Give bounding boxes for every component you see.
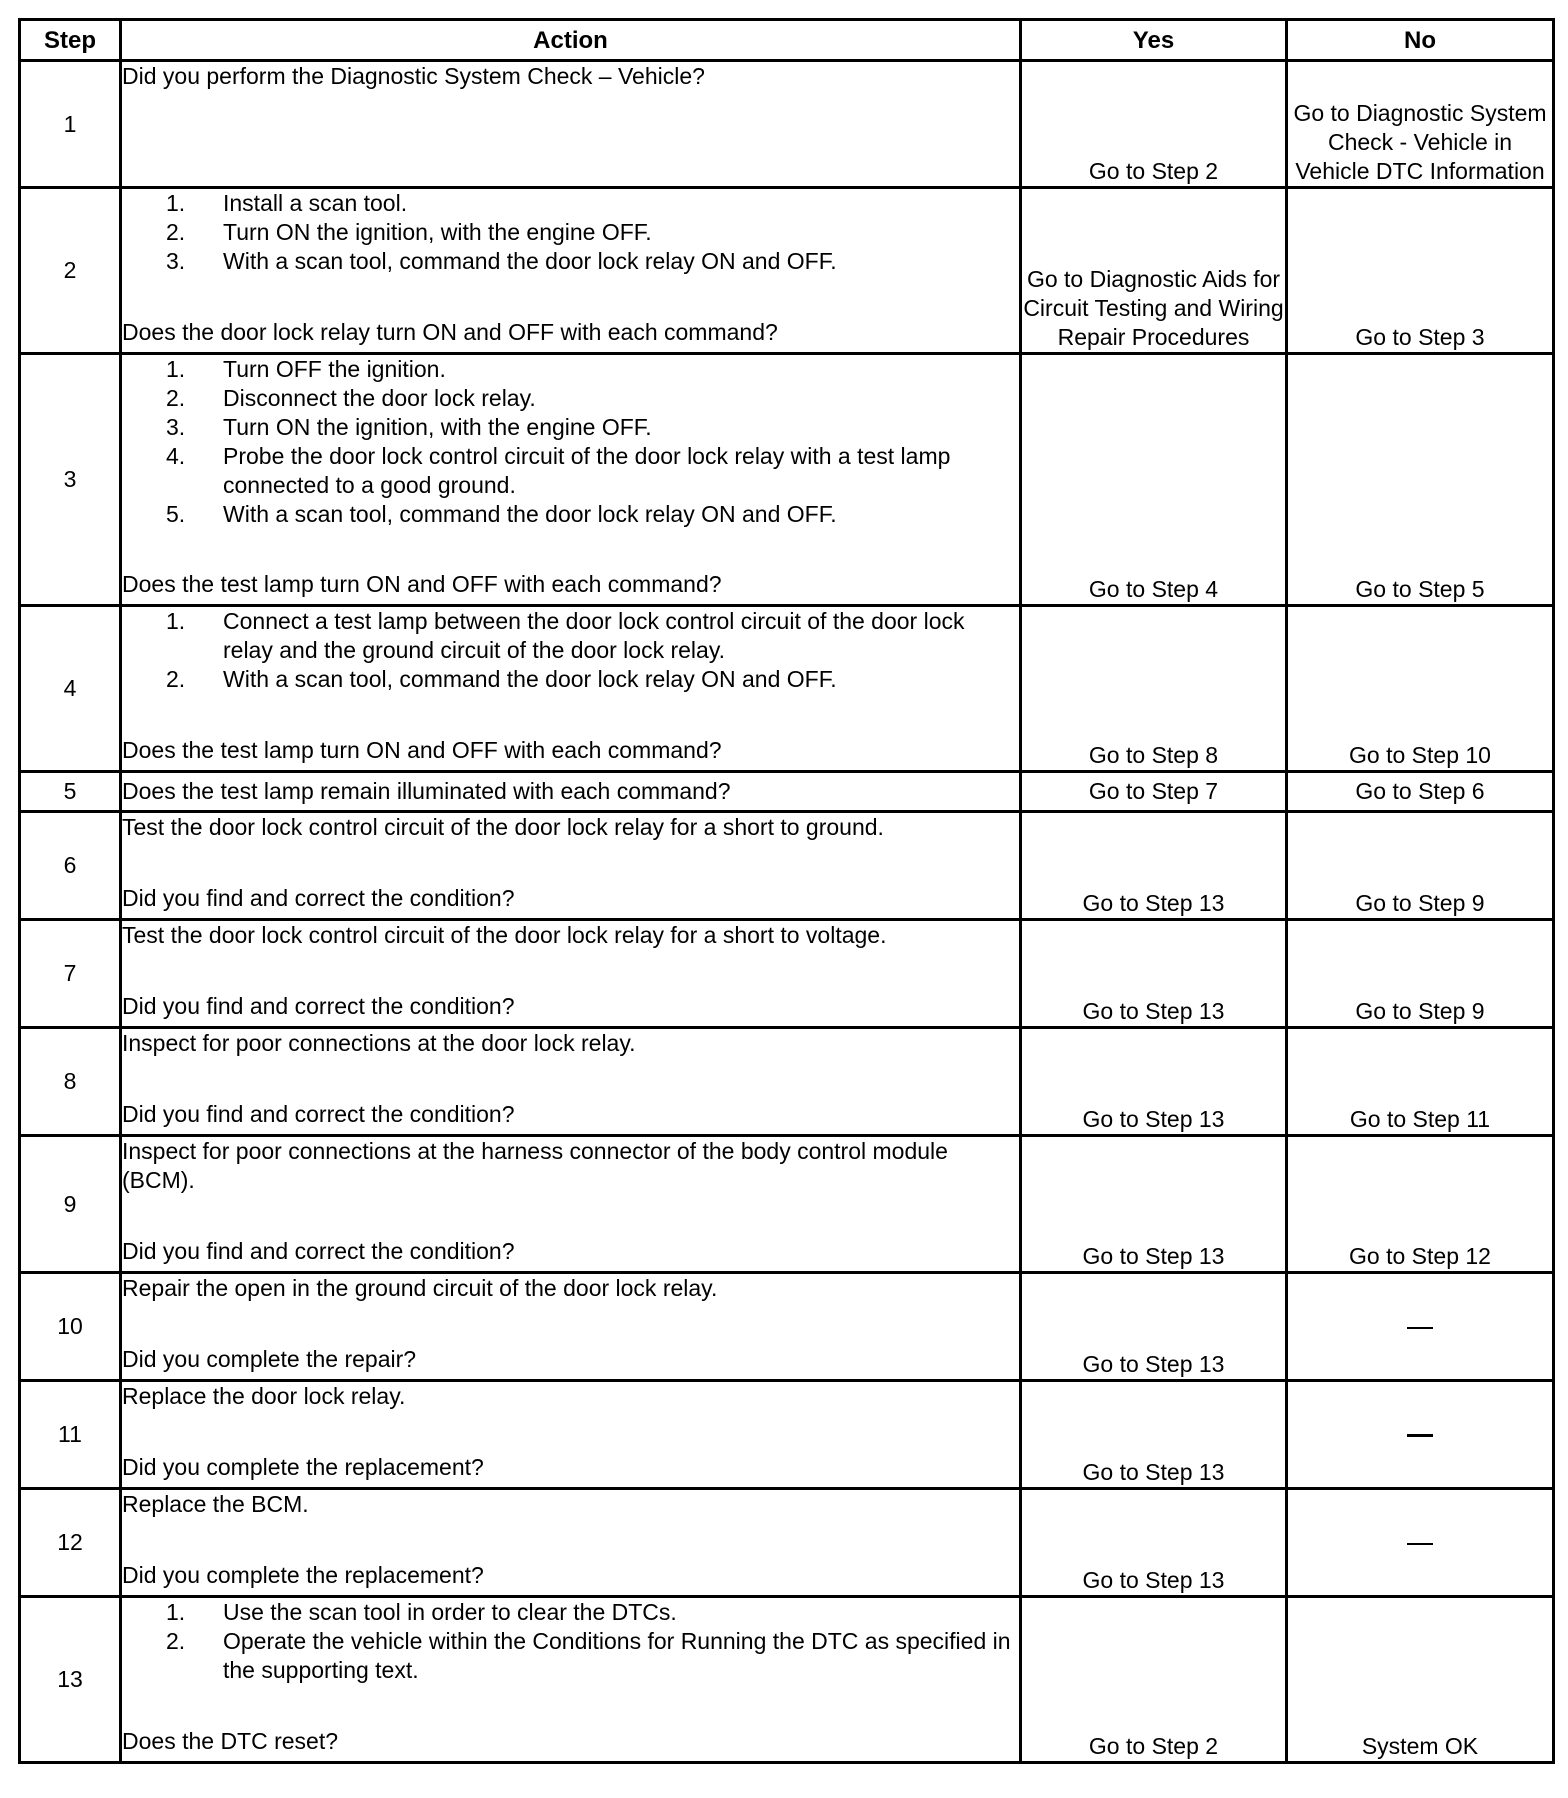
header-step: Step <box>20 20 121 61</box>
action-step: Install a scan tool. <box>223 190 408 216</box>
action-question: Did you find and correct the condition? <box>122 1238 515 1264</box>
yes-cell: Go to Step 13 <box>1021 1381 1287 1489</box>
action-cell <box>121 812 1021 920</box>
action-instruction: Replace the door lock relay. <box>122 1383 406 1409</box>
table-row <box>20 1597 1554 1763</box>
step-number: 9 <box>20 1136 121 1273</box>
step-number: 8 <box>20 1028 121 1136</box>
action-step: With a scan tool, command the door lock relay ON and OFF. <box>223 501 837 527</box>
action-instruction: Did you perform the Diagnostic System Check – Vehicle? <box>122 63 705 89</box>
action-step: Turn ON the ignition, with the engine OFF. <box>223 414 652 440</box>
action-steps <box>122 355 1019 529</box>
action-step: Turn OFF the ignition. <box>223 356 446 382</box>
action-cell <box>121 1136 1021 1273</box>
action-steps <box>122 607 1019 694</box>
yes-cell: Go to Step 13 <box>1021 920 1287 1028</box>
action-cell <box>121 1489 1021 1597</box>
step-number: 3 <box>20 354 121 606</box>
action-instruction: Test the door lock control circuit of the door lock relay for a short to ground. <box>122 814 884 840</box>
action-step: With a scan tool, command the door lock relay ON and OFF. <box>223 248 837 274</box>
no-cell <box>1287 1273 1554 1381</box>
step-number: 1 <box>20 61 121 188</box>
yes-cell: Go to Diagnostic Aids for Circuit Testing and Wiring Repair Procedures <box>1021 188 1287 354</box>
action-steps <box>122 189 1019 276</box>
action-cell <box>121 354 1021 606</box>
not-applicable-dash <box>1407 1434 1433 1437</box>
table-row <box>20 188 1554 354</box>
yes-cell: Go to Step 13 <box>1021 1489 1287 1597</box>
yes-cell: Go to Step 13 <box>1021 1028 1287 1136</box>
action-question: Did you complete the repair? <box>122 1346 417 1372</box>
table-header <box>20 20 1554 61</box>
action-step: Turn ON the ignition, with the engine OFF. <box>223 219 652 245</box>
action-cell <box>121 61 1021 188</box>
action-cell <box>121 1597 1021 1763</box>
no-cell: Go to Step 9 <box>1287 812 1554 920</box>
action-question: Did you find and correct the condition? <box>122 885 515 911</box>
table-row <box>20 772 1554 812</box>
no-cell: Go to Step 12 <box>1287 1136 1554 1273</box>
action-cell <box>121 772 1021 812</box>
action-question: Does the test lamp remain illuminated with each command? <box>122 778 731 804</box>
table-row <box>20 61 1554 188</box>
table-row <box>20 1028 1554 1136</box>
yes-cell: Go to Step 13 <box>1021 812 1287 920</box>
table-row <box>20 1273 1554 1381</box>
action-instruction: Inspect for poor connections at the door lock relay. <box>122 1030 636 1056</box>
yes-cell: Go to Step 8 <box>1021 606 1287 772</box>
yes-cell: Go to Step 2 <box>1021 61 1287 188</box>
yes-cell: Go to Step 13 <box>1021 1273 1287 1381</box>
action-cell <box>121 606 1021 772</box>
header-yes: Yes <box>1021 20 1287 61</box>
action-instruction: Replace the BCM. <box>122 1491 309 1517</box>
yes-cell: Go to Step 7 <box>1021 772 1287 812</box>
step-number: 11 <box>20 1381 121 1489</box>
no-cell: Go to Step 6 <box>1287 772 1554 812</box>
action-cell <box>121 1028 1021 1136</box>
header-no: No <box>1287 20 1554 61</box>
step-number: 7 <box>20 920 121 1028</box>
action-step: With a scan tool, command the door lock relay ON and OFF. <box>223 666 837 692</box>
action-cell <box>121 188 1021 354</box>
action-step: Disconnect the door lock relay. <box>223 385 536 411</box>
action-steps <box>122 1598 1019 1685</box>
not-applicable-dash <box>1407 1327 1433 1329</box>
step-number: 4 <box>20 606 121 772</box>
no-cell: Go to Step 9 <box>1287 920 1554 1028</box>
action-instruction: Repair the open in the ground circuit of the door lock relay. <box>122 1275 718 1301</box>
no-cell: Go to Step 3 <box>1287 188 1554 354</box>
action-instruction: Inspect for poor connections at the harness connector of the body control module (BCM). <box>122 1138 948 1193</box>
action-step: Operate the vehicle within the Conditions for Running the DTC as specified in the supporting text. <box>223 1628 1011 1683</box>
no-cell <box>1287 1381 1554 1489</box>
step-number: 2 <box>20 188 121 354</box>
no-cell: Go to Diagnostic System Check - Vehicle in Vehicle DTC Information <box>1287 61 1554 188</box>
action-question: Does the test lamp turn ON and OFF with each command? <box>122 571 722 597</box>
no-cell: Go to Step 10 <box>1287 606 1554 772</box>
no-cell: System OK <box>1287 1597 1554 1763</box>
action-question: Did you complete the replacement? <box>122 1454 484 1480</box>
table-row <box>20 1489 1554 1597</box>
step-number: 6 <box>20 812 121 920</box>
action-cell <box>121 1273 1021 1381</box>
action-step: Use the scan tool in order to clear the DTCs. <box>223 1599 677 1625</box>
step-number: 12 <box>20 1489 121 1597</box>
action-question: Did you complete the replacement? <box>122 1562 484 1588</box>
action-cell <box>121 920 1021 1028</box>
table-row <box>20 606 1554 772</box>
table-row <box>20 812 1554 920</box>
table-row <box>20 354 1554 606</box>
step-number: 13 <box>20 1597 121 1763</box>
action-step: Connect a test lamp between the door lock control circuit of the door lock relay and the ground circuit of the door lock relay. <box>223 608 965 663</box>
diagnostic-table <box>18 18 1555 1764</box>
yes-cell: Go to Step 13 <box>1021 1136 1287 1273</box>
table-row <box>20 1381 1554 1489</box>
action-step: Probe the door lock control circuit of the door lock relay with a test lamp connected to a good ground. <box>223 443 951 498</box>
action-instruction: Test the door lock control circuit of the door lock relay for a short to voltage. <box>122 922 887 948</box>
action-question: Does the DTC reset? <box>122 1728 339 1754</box>
table-body <box>20 61 1554 1763</box>
yes-cell: Go to Step 4 <box>1021 354 1287 606</box>
step-number: 5 <box>20 772 121 812</box>
action-cell <box>121 1381 1021 1489</box>
no-cell: Go to Step 5 <box>1287 354 1554 606</box>
yes-cell: Go to Step 2 <box>1021 1597 1287 1763</box>
no-cell: Go to Step 11 <box>1287 1028 1554 1136</box>
action-question: Does the door lock relay turn ON and OFF with each command? <box>122 319 778 345</box>
table-row <box>20 920 1554 1028</box>
no-cell <box>1287 1489 1554 1597</box>
action-question: Did you find and correct the condition? <box>122 1101 515 1127</box>
header-row <box>20 20 1554 61</box>
header-action: Action <box>121 20 1021 61</box>
action-question: Did you find and correct the condition? <box>122 993 515 1019</box>
step-number: 10 <box>20 1273 121 1381</box>
not-applicable-dash <box>1407 1543 1433 1545</box>
action-question: Does the test lamp turn ON and OFF with each command? <box>122 737 722 763</box>
table-row <box>20 1136 1554 1273</box>
